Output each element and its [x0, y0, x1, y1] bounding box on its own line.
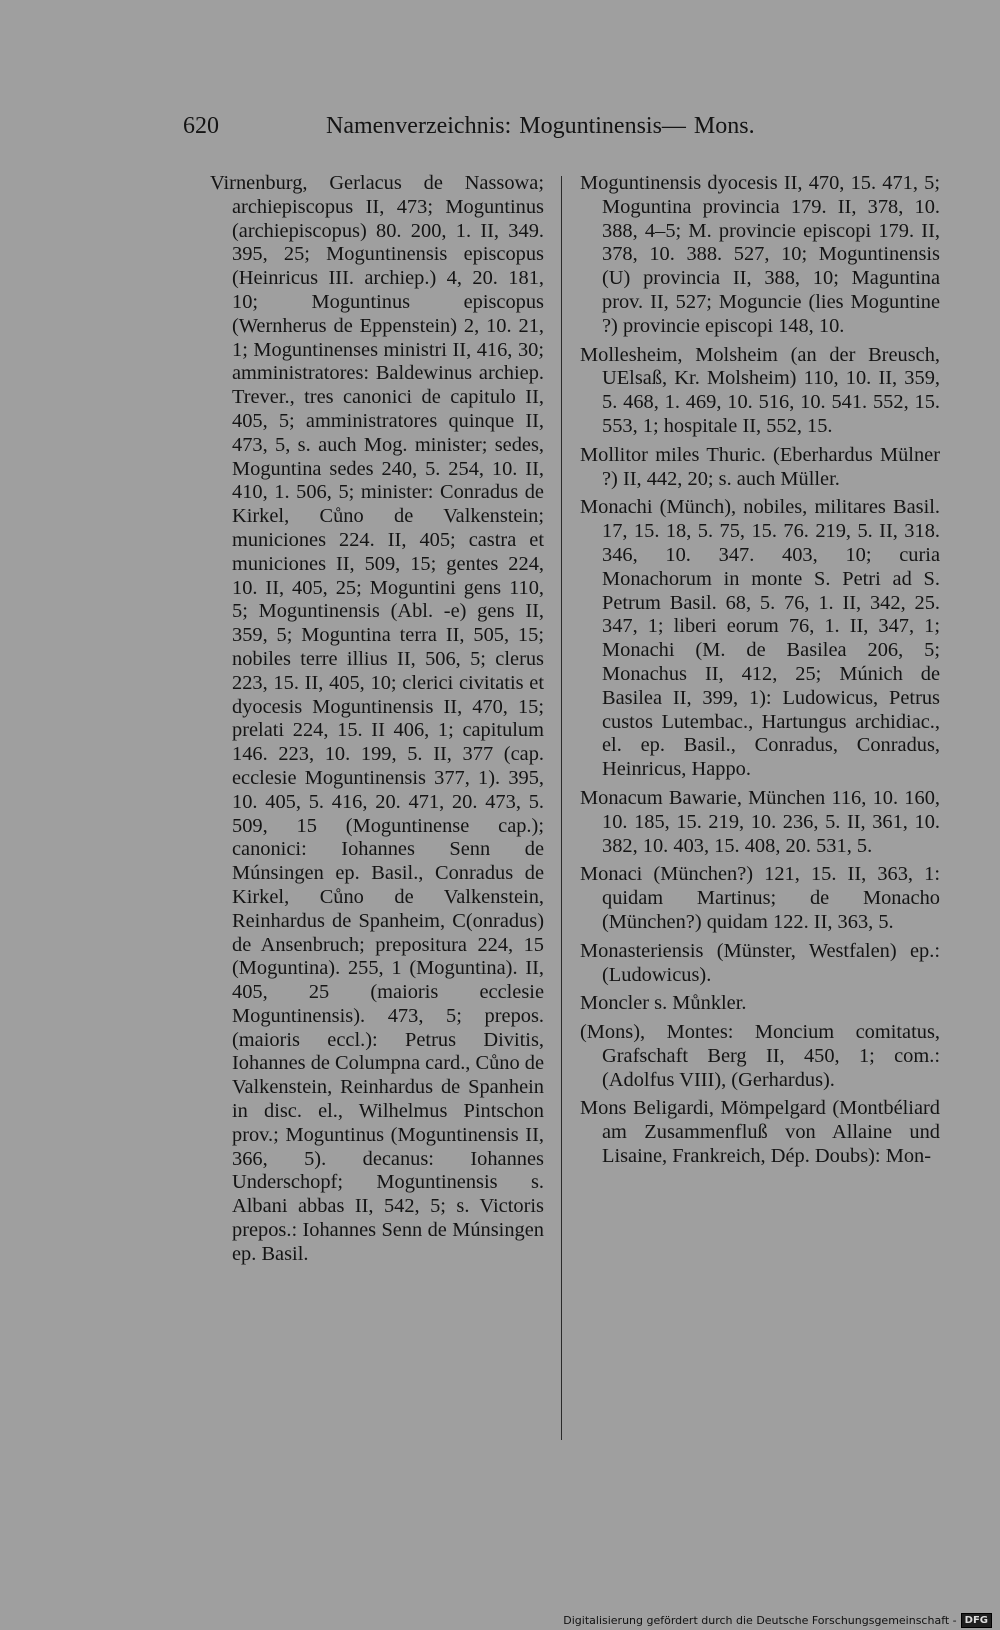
index-entry-virnenburg: Virnenburg, Gerlacus de Nassowa; archiepiscopus II, 473; Moguntinus (archiepiscopus) 80. 200, 1. II, 349. 395, 25; Moguntinensis episcopus (Heinricus III. archiep.) 4, 20. 181, 10; Moguntinus episcopus (Wernherus de Eppenstein) 2, 10. 21, 1; Moguntinenses ministri II, 416, 30; amministratores: Baldewinus archiep. Trever., tres canonici de capitulo II, 405, 5; amministratores quinque II, 473, 5, s. auch Mog. minister; sedes, Moguntina sedes 240, 5. 254, 10. II, 410, 1. 506, 5; minister: Conradus de Kirkel, Cůno de Valkenstein; municiones 224. II, 405; castra et municiones II, 509, 15; gentes 224, 10. II, 405, 25; Moguntini gens 110, 5; Moguntinensis (Abl. -e) gens II, 359, 5; Moguntina terra II, 505, 15; nobiles terre illius II, 506, 5; clerus 223, 15. II, 405, 10; clerici civitatis et dyocesis Moguntinensis II, 470, 15; prelati 224, 15. II 406, 1; capitulum 146. 223, 10. 199, 5. II, 377 (cap. ecclesie Moguntinensis 377, 1). 395, 10. 405, 5. 416, 20. 471, 20. 473, 5. 509, 15 (Moguntinense cap.); canonici: Iohannes Senn de Múnsingen ep. Basil., Conradus de Kirkel, Cůno de Valkenstein, Reinhardus de Spanheim, C(onradus) de Ansenbruch; prepositura 224, 15 (Moguntina). 255, 1 (Moguntina). II, 405, 25 (maioris ecclesie Moguntinensis). 473, 5; prepos. (maioris eccl.): Petrus Divitis, Iohannes de Columpna card., Cůno de Valkenstein, Reinhardus de Spanhein in disc. el., Wilhelmus Pintschon prov.; Moguntinus (Moguntinensis II, 366, 5). decanus: Iohannes Underschopf; Moguntinensis s. Albani abbas II, 542, 5; s. Victoris prepos.: Iohannes Senn de Múnsingen ep. Basil.	[210, 172, 545, 1265]
index-entry-monaci: Monaci (München?) 121, 15. II, 363, 1: quidam Martinus; de Monacho (München?) quidam 122. II, 363, 5.	[580, 863, 940, 933]
index-entry-monasteriensis: Monasteriensis (Münster, Westfalen) ep.: (Ludowicus).	[580, 939, 940, 986]
index-entry-mons-beligardi: Mons Beligardi, Mömpelgard (Montbéliard am Zusammenfluß von Allaine und Lisaine, Frankreich, Dép. Doubs): Mon-	[580, 1097, 940, 1168]
footer-credit: Digitalisierung gefördert durch die Deutsche Forschungsgemeinschaft -	[563, 1614, 957, 1627]
index-entry-moncler: Moncler s. Můnkler.	[580, 992, 747, 1015]
index-entry-monacum: Monacum Bawarie, München 116, 10. 160, 10. 185, 15. 219, 10. 236, 5. II, 361, 10. 382, 10. 403, 15. 408, 20. 531, 5.	[580, 786, 940, 857]
column-divider	[561, 176, 562, 1440]
digitization-footer	[563, 1613, 992, 1628]
index-entry-moguntinensis-dyocesis: Moguntinensis dyocesis II, 470, 15. 471, 5; Moguntina provincia 179. II, 378, 10. 388, 4–5; M. provincie episcopi 179. II, 378, 10. 388. 527, 10; Moguntinensis (U) provincia II, 388, 10; Maguntina prov. II, 527; Moguncie (lies Moguntine ?) provincie episcopi 148, 10.	[580, 172, 940, 337]
index-entry-mons: (Mons), Montes: Moncium comitatus, Grafschaft Berg II, 450, 1; com.: (Adolfus VIII), (Gerhardus).	[580, 1021, 940, 1091]
index-entry-mollitor: Mollitor miles Thuric. (Eberhardus Mülner ?) II, 442, 20; s. auch Müller.	[580, 443, 940, 490]
page-header	[0, 113, 1000, 145]
left-column	[210, 172, 544, 1267]
index-entry-monachi: Monachi (Münch), nobiles, militares Basil. 17, 15. 18, 5. 75, 15. 76. 219, 5. II, 318. 346, 10. 347. 403, 10; curia Monachorum in monte S. Petri ad S. Petrum Basil. 68, 5. 76, 1. II, 342, 25. 347, 1; liberi eorum 76, 1. II, 347, 1; Monachi (M. de Basilea 206, 5; Monachus II, 412, 25; Múnich de Basilea II, 399, 1): Ludowicus, Petrus custos Lutembac., Hartungus archidiac., el. ep. Basil., Conradus, Conradus, Heinricus, Happo.	[580, 496, 940, 781]
dfg-logo: DFG	[961, 1613, 992, 1628]
page-number: 620	[183, 113, 219, 139]
running-title: Namenverzeichnis: Moguntinensis— Mons.	[326, 113, 755, 139]
index-entry-mollesheim: Mollesheim, Molsheim (an der Breusch, UElsaß, Kr. Molsheim) 110, 10. II, 359, 5. 468, 1. 469, 10. 516, 10. 541. 552, 15. 553, 1; hospitale II, 552, 15.	[580, 343, 940, 437]
right-column	[580, 172, 940, 1174]
